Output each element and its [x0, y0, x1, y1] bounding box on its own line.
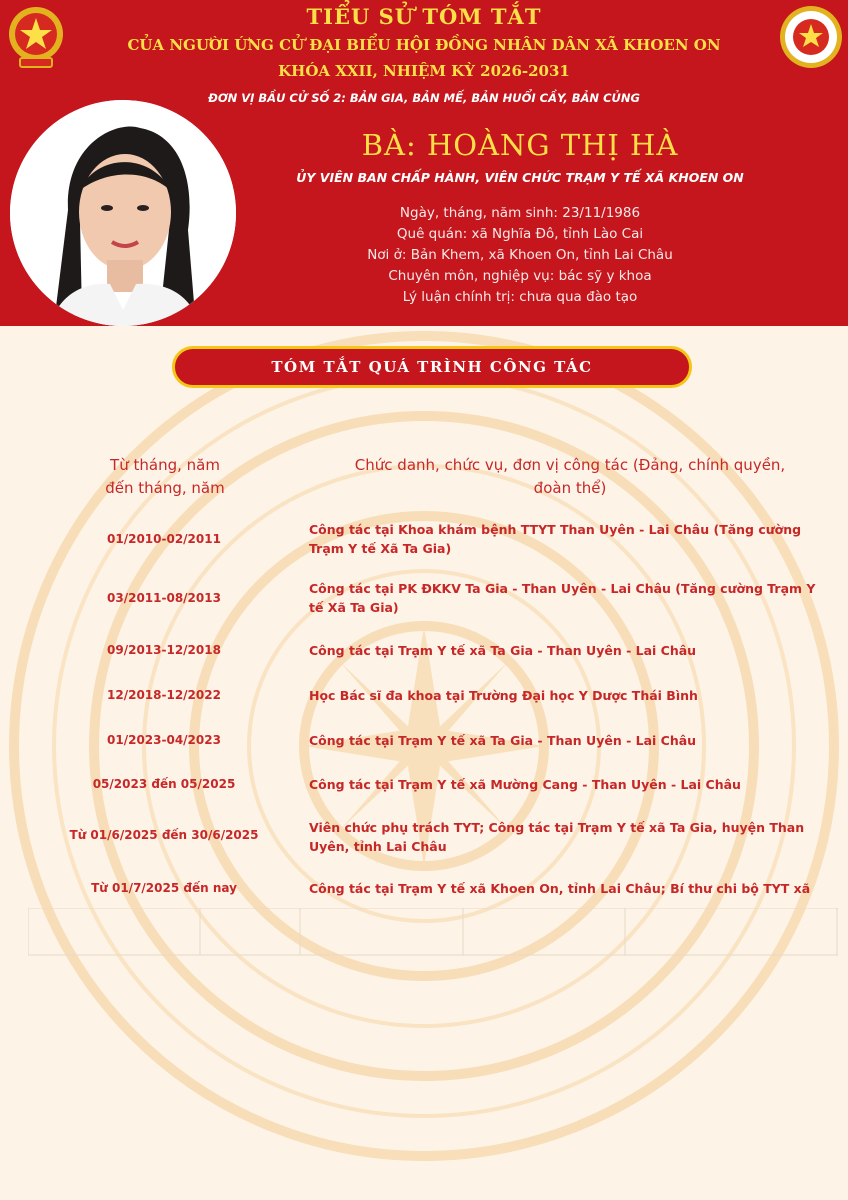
column-header-date-line2: đến tháng, năm	[105, 479, 225, 497]
document-subtitle: CỦA NGƯỜI ỨNG CỬ ĐẠI BIỂU HỘI ĐỒNG NHÂN DÂN XÃ KHOEN ON	[127, 36, 721, 54]
row-description: Công tác tại Trạm Y tế xã Mường Cang - Than Uyên - Lai Châu	[309, 777, 741, 792]
candidate-portrait	[10, 100, 236, 326]
row-description: Công tác tại PK ĐKKV Ta Gia - Than Uyên - Lai Châu (Tăng cường Trạm Y tế Xã Ta Gia)	[309, 581, 816, 615]
column-header-desc-line1: Chức danh, chức vụ, đơn vị công tác (Đảng, chính quyền,	[354, 456, 786, 474]
section-banner: TÓM TẮT QUÁ TRÌNH CÔNG TÁC	[172, 346, 692, 388]
row-date: 05/2023 đến 05/2025	[92, 777, 236, 791]
row-date: Từ 01/6/2025 đến 30/6/2025	[69, 828, 259, 842]
table-grid-lines	[28, 908, 838, 956]
column-header-date	[60, 454, 270, 500]
row-date: 01/2023-04/2023	[107, 733, 221, 747]
candidate-name: BÀ: HOÀNG THỊ HÀ	[361, 128, 679, 162]
row-date: Từ 01/7/2025 đến nay	[91, 881, 237, 895]
document-title: TIỂU SỬ TÓM TẮT	[306, 4, 542, 29]
row-description: Công tác tại Trạm Y tế xã Ta Gia - Than Uyên - Lai Châu	[309, 643, 697, 658]
political-theory: Lý luận chính trị: chưa qua đào tạo	[402, 289, 638, 305]
hometown: Quê quán: xã Nghĩa Đô, tỉnh Lào Cai	[396, 226, 644, 242]
portrait-image	[10, 100, 236, 326]
column-header-description	[310, 454, 830, 500]
column-header-desc-line2: đoàn thể)	[533, 479, 607, 497]
profession: Chuyên môn, nghiệp vụ: bác sỹ y khoa	[388, 268, 652, 284]
row-date: 01/2010-02/2011	[107, 532, 221, 546]
column-header-date-line1: Từ tháng, năm	[110, 456, 220, 474]
electoral-unit: ĐƠN VỊ BẦU CỬ SỐ 2: BẢN GIA, BẢN MẾ, BẢN HUỔI CẦY, BẢN CỦNG	[208, 91, 640, 105]
row-description: Viên chức phụ trách TYT; Công tác tại Trạm Y tế xã Ta Gia, huyện Than Uyên, tỉnh Lai Châu	[309, 820, 805, 854]
header-banner	[0, 0, 848, 326]
birth-date: Ngày, tháng, năm sinh: 23/11/1986	[399, 205, 641, 221]
row-description: Công tác tại Khoa khám bệnh TTYT Than Uyên - Lai Châu (Tăng cường Trạm Y tế Xã Ta Gia)	[309, 522, 802, 556]
row-description: Học Bác sĩ đa khoa tại Trường Đại học Y Dược Thái Bình	[309, 688, 698, 703]
term-subtitle: KHÓA XXII, NHIỆM KỲ 2026-2031	[278, 62, 570, 80]
row-date: 09/2013-12/2018	[107, 643, 221, 657]
row-description: Công tác tại Trạm Y tế xã Ta Gia - Than Uyên - Lai Châu	[309, 733, 697, 748]
fatherland-front-emblem-icon	[778, 4, 844, 70]
row-date: 03/2011-08/2013	[107, 591, 221, 605]
row-description: Công tác tại Trạm Y tế xã Khoen On, tỉnh Lai Châu; Bí thư chi bộ TYT xã	[309, 881, 811, 896]
residence: Nơi ở: Bản Khem, xã Khoen On, tỉnh Lai Châu	[367, 247, 673, 263]
row-date: 12/2018-12/2022	[107, 688, 221, 702]
candidate-position: ỦY VIÊN BAN CHẤP HÀNH, VIÊN CHỨC TRẠM Y TẾ XÃ KHOEN ON	[296, 170, 744, 185]
